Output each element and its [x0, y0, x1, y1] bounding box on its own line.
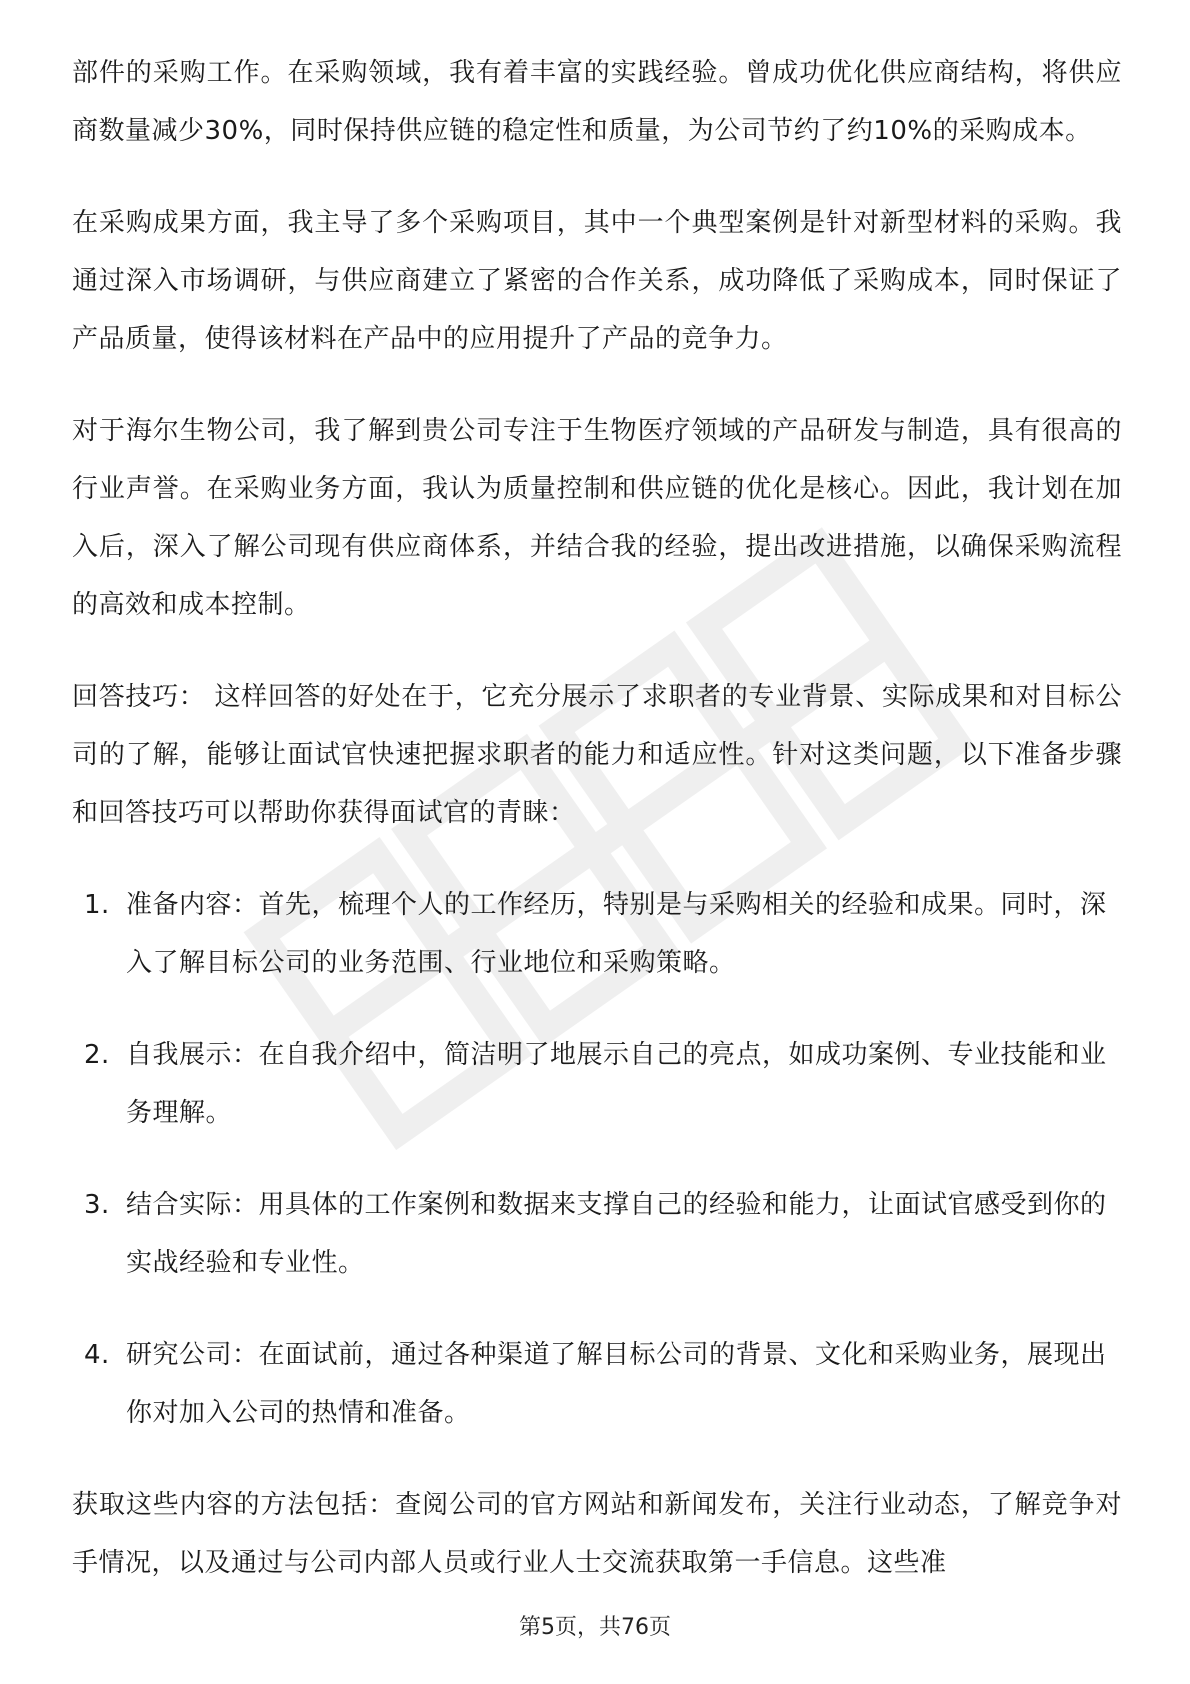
- paragraph-company-understanding: 对于海尔生物公司，我了解到贵公司专注于生物医疗领域的产品研发与制造，具有很高的行业声誉。在采购业务方面，我认为质量控制和供应链的优化是核心。因此，我计划在加入后，深入了解公司现有供应商体系，并结合我的经验，提出改进措施，以确保采购流程的高效和成本控制。: [72, 416, 1122, 620]
- list-item: [72, 1026, 1122, 1142]
- list-number: 4.: [84, 1340, 110, 1370]
- paragraph-methods: 获取这些内容的方法包括：查阅公司的官方网站和新闻发布，关注行业动态，了解竞争对手情况，以及通过与公司内部人员或行业人士交流获取第一手信息。这些准: [72, 1490, 1122, 1578]
- list-item: [72, 1176, 1122, 1292]
- list-item-text: 自我展示：在自我介绍中，简洁明了地展示自己的亮点，如成功案例、专业技能和业务理解。: [126, 1040, 1107, 1128]
- list-item-text: 研究公司：在面试前，通过各种渠道了解目标公司的背景、文化和采购业务，展现出你对加入公司的热情和准备。: [126, 1340, 1107, 1428]
- list-number: 1.: [84, 890, 110, 920]
- list-item-text: 准备内容：首先，梳理个人的工作经历，特别是与采购相关的经验和成果。同时，深入了解目标公司的业务范围、行业地位和采购策略。: [126, 890, 1107, 978]
- main-content: [72, 44, 1122, 1626]
- paragraph-answer-tips: 回答技巧： 这样回答的好处在于，它充分展示了求职者的专业背景、实际成果和对目标公司的了解，能够让面试官快速把握求职者的能力和适应性。针对这类问题，以下准备步骤和回答技巧可以帮助你获得面试官的青睐：: [72, 682, 1122, 828]
- paragraph-experience: 部件的采购工作。在采购领域，我有着丰富的实践经验。曾成功优化供应商结构，将供应商数量减少30%，同时保持供应链的稳定性和质量，为公司节约了约10%的采购成本。: [72, 58, 1122, 146]
- list-number: 2.: [84, 1040, 110, 1070]
- page-number: 第5页，共76页: [519, 1615, 671, 1640]
- paragraph-achievements: 在采购成果方面，我主导了多个采购项目，其中一个典型案例是针对新型材料的采购。我通过深入市场调研，与供应商建立了紧密的合作关系，成功降低了采购成本，同时保证了产品质量，使得该材料在产品中的应用提升了产品的竞争力。: [72, 208, 1122, 354]
- tips-list: [72, 876, 1122, 1442]
- list-number: 3.: [84, 1190, 110, 1220]
- list-item: [72, 1326, 1122, 1442]
- list-item-text: 结合实际：用具体的工作案例和数据来支撑自己的经验和能力，让面试官感受到你的实战经验和专业性。: [126, 1190, 1107, 1278]
- list-item: [72, 876, 1122, 992]
